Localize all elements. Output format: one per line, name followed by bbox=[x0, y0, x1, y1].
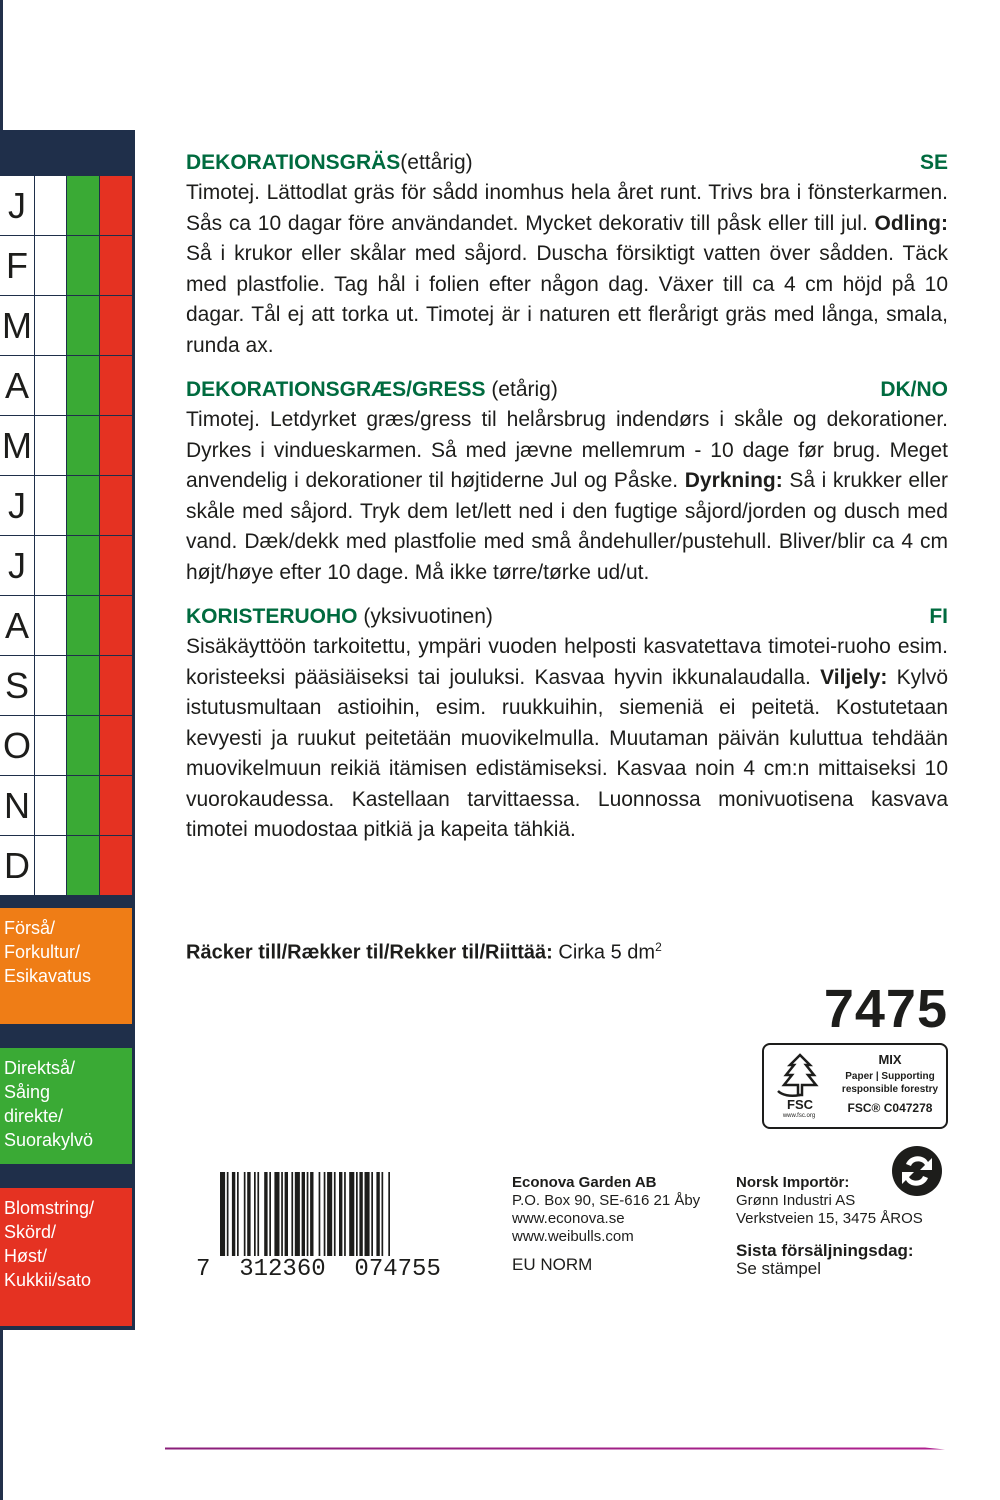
month-label: J bbox=[0, 176, 34, 235]
harvest-cell bbox=[100, 416, 132, 475]
month-label: J bbox=[0, 536, 34, 595]
month-row bbox=[0, 176, 132, 236]
cultivation-label: Viljely: bbox=[820, 665, 888, 689]
section-swedish bbox=[186, 148, 948, 361]
month-label: F bbox=[0, 236, 34, 295]
coverage-line: Räcker till/Rækker til/Rekker til/Riittää: Cirka 5 $dm^2$ bbox=[186, 940, 662, 964]
month-row bbox=[0, 716, 132, 776]
month-label: A bbox=[0, 596, 34, 655]
month-row bbox=[0, 776, 132, 836]
calendar-header bbox=[0, 130, 135, 176]
fsc-description: Paper | Supporting responsible forestry bbox=[841, 1071, 939, 1095]
importer-address: Verkstveien 15, 3475 ÅROS bbox=[736, 1210, 923, 1227]
legend-direct-sowing bbox=[0, 1048, 132, 1164]
month-label: J bbox=[0, 476, 34, 535]
fsc-url: www.fsc.org bbox=[782, 1113, 816, 1119]
harvest-cell bbox=[100, 716, 132, 775]
direct-sow-cell bbox=[67, 836, 99, 895]
direct-sow-cell bbox=[67, 776, 99, 835]
section-title: DEKORATIONSGRÆS/GRESS (etårig) bbox=[186, 378, 558, 401]
barcode-digits: 7 312360 074755 bbox=[196, 1256, 441, 1283]
fsc-mix: MIX bbox=[878, 1052, 902, 1067]
legend-flowering-label: Blomstring/ Skörd/ Høst/ Kukkii/sato bbox=[4, 1198, 95, 1290]
cultivation-label: Odling: bbox=[874, 211, 948, 235]
harvest-cell bbox=[100, 596, 132, 655]
month-label: N bbox=[0, 776, 34, 835]
article-number: 7475 bbox=[823, 979, 948, 1039]
section-body: Timotej. Letdyrket græs/gress til helårsbrug indendørs i skåle og dekorationer. Dyrkes i vindueskarmen. Så med jævne mellemrum - 10 dage før brug. Meget anvendelig i dekorationer til højtiderne Jul og Påske. Dyrkning: Så i krukker eller skåle med såjord. Tryk dem let/lett ned i den fugtige såjord/jorden og dusch med vand. Dæk/dekk med plastfolie med små åndehuller/pustehull. Bliver/blir ca 4 cm højt/høye efter 10 dage. Må ikke tørre/tørke ud/ut. bbox=[186, 408, 948, 584]
section-subtitle: (ettårig) bbox=[400, 151, 473, 174]
company-address: P.O. Box 90, SE-616 21 Åby bbox=[512, 1192, 701, 1209]
month-label: M bbox=[0, 416, 34, 475]
coverage-label: Räcker till/Rækker til/Rekker til/Riittää: bbox=[186, 941, 553, 964]
direct-sow-cell bbox=[67, 716, 99, 775]
month-label: D bbox=[0, 836, 34, 895]
direct-sow-cell bbox=[67, 176, 99, 235]
direct-sow-cell bbox=[67, 416, 99, 475]
month-label: A bbox=[0, 356, 34, 415]
month-label: O bbox=[0, 716, 34, 775]
recycle-icon bbox=[890, 1144, 944, 1198]
month-row bbox=[0, 356, 132, 416]
harvest-cell bbox=[100, 656, 132, 715]
section-danish-norwegian bbox=[186, 375, 948, 588]
month-label: M bbox=[0, 296, 34, 355]
harvest-cell bbox=[100, 836, 132, 895]
fsc-code: FSC® C047278 bbox=[847, 1101, 933, 1115]
direct-sow-cell bbox=[67, 536, 99, 595]
section-body: Sisäkäyttöön tarkoitettu, ympäri vuoden helposti kasvatettava timotei-ruoho esim. koristeeksi pääsiäiseksi tai jouluksi. Kasvaa hyvin ikkunalaudalla. Viljely: Kylvö istutusmultaan astioihin, esim. ruukkuihin, siemeniä ei peitetä. Kostutetaan kevyesti ja ruukut peitetään muovikelmulla. Muutaman päivän kuluttua tehdään muovikelmuun reikiä itämisen edistämiseksi. Kasvaa noin 4 cm:n mittaiseksi 10 vuorokaudessa. Kastellaan tarvittaessa. Luonnossa monivuotisena kasvava timotei muodostaa pitkiä ja kapeita tähkiä. bbox=[186, 635, 948, 841]
month-row bbox=[0, 536, 132, 596]
harvest-cell bbox=[100, 176, 132, 235]
company-website-2: www.weibulls.com bbox=[512, 1228, 634, 1245]
harvest-cell bbox=[100, 296, 132, 355]
direct-sow-cell bbox=[67, 236, 99, 295]
section-finnish bbox=[186, 602, 948, 846]
harvest-cell bbox=[100, 236, 132, 295]
legend-indoor-sowing bbox=[0, 908, 132, 1024]
company-website: www.econova.se bbox=[512, 1210, 625, 1227]
coverage-value: Cirka 5 dm bbox=[552, 941, 656, 964]
harvest-cell bbox=[100, 356, 132, 415]
direct-sow-cell bbox=[67, 656, 99, 715]
harvest-cell bbox=[100, 536, 132, 595]
legend-direct-sowing-label: Direktså/ Såing direkte/ Suorakylvö bbox=[4, 1058, 94, 1150]
direct-sow-cell bbox=[67, 596, 99, 655]
importer-heading: Norsk Importör: bbox=[736, 1174, 850, 1191]
month-row bbox=[0, 296, 132, 356]
fsc-logo-text: FSC bbox=[787, 1097, 813, 1112]
company-name: Econova Garden AB bbox=[512, 1174, 657, 1191]
harvest-cell bbox=[100, 476, 132, 535]
language-code: FI bbox=[929, 605, 948, 628]
month-row bbox=[0, 656, 132, 716]
month-label: S bbox=[0, 656, 34, 715]
legend-flowering-harvest bbox=[0, 1188, 132, 1326]
sowing-calendar bbox=[0, 130, 135, 1330]
legend-indoor-sowing-label: Förså/ Forkultur/ Esikavatus bbox=[4, 918, 92, 986]
section-subtitle: (etårig) bbox=[485, 378, 558, 401]
month-row bbox=[0, 416, 132, 476]
month-row bbox=[0, 836, 132, 896]
month-row bbox=[0, 596, 132, 656]
language-code: DK/NO bbox=[880, 378, 948, 401]
section-title: DEKORATIONSGRÄS(ettårig) bbox=[186, 151, 473, 174]
fsc-label bbox=[762, 1043, 948, 1129]
section-subtitle: (yksivuotinen) bbox=[357, 605, 493, 628]
last-sale-heading: Sista försäljningsdag: bbox=[736, 1241, 914, 1260]
calendar-months bbox=[0, 176, 132, 896]
cultivation-label: Dyrkning: bbox=[684, 469, 783, 492]
eu-norm: EU NORM bbox=[512, 1255, 593, 1274]
month-row bbox=[0, 236, 132, 296]
bottom-divider bbox=[165, 1446, 945, 1450]
company-info bbox=[512, 1174, 700, 1274]
harvest-cell bbox=[100, 776, 132, 835]
instructions-content bbox=[186, 148, 948, 860]
importer-name: Grønn Industri AS bbox=[736, 1192, 856, 1209]
section-body: Timotej. Lättodlat gräs för sådd inomhus hela året runt. Trivs bra i fönsterkarmen. Sås ca 10 dagar före användandet. Mycket dekorativ till påsk eller till jul. Odling: Så i krukor eller skålar med såjord. Duscha försiktigt vatten över sådden. Täck med plastfolie. Tag hål i folien efter någon dag. Växer till ca 4 cm höjd på 10 dagar. Tål ej att torka ut. Timotej är i naturen ett flerårigt gräs med långa, smala, runda ax. bbox=[186, 181, 948, 357]
last-sale-value: Se stämpel bbox=[736, 1259, 822, 1278]
direct-sow-cell bbox=[67, 476, 99, 535]
language-code: SE bbox=[919, 151, 948, 174]
month-row bbox=[0, 476, 132, 536]
direct-sow-cell bbox=[67, 356, 99, 415]
direct-sow-cell bbox=[67, 296, 99, 355]
section-title: KORISTERUOHO (yksivuotinen) bbox=[186, 605, 493, 628]
